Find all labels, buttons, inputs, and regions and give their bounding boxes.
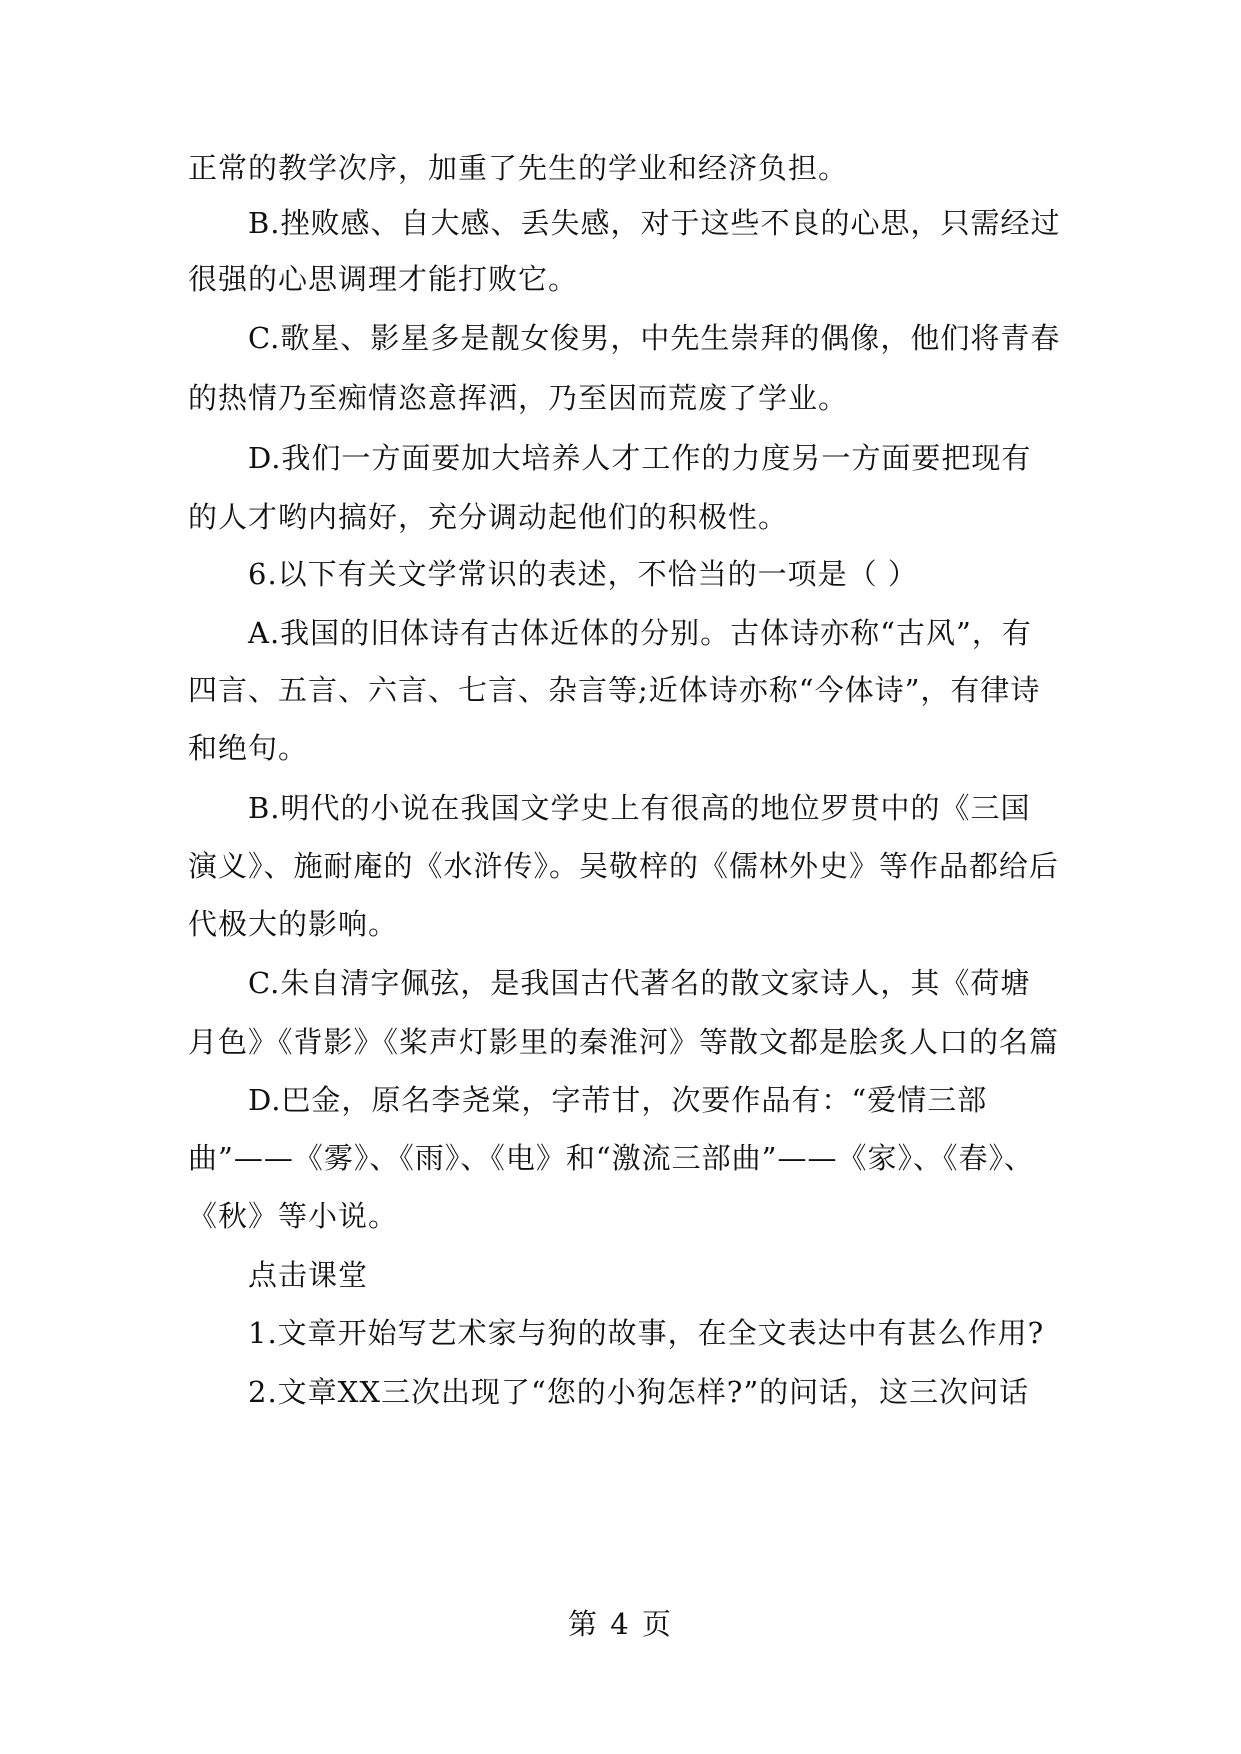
page-number: 第 4 页	[568, 1607, 673, 1641]
text-line-14: 代极大的影响。	[188, 907, 399, 941]
text-line-9: A.我国的旧体诗有古体近体的分别。古体诗亦称“古风”，有	[248, 616, 1032, 650]
text-line-12: B.明代的小说在我国文学史上有很高的地位罗贯中的《三国	[248, 791, 1031, 825]
text-line-8: 6.以下有关文学常识的表述，不恰当的一项是（ ）	[248, 557, 918, 591]
text-line-11: 和绝句。	[188, 731, 309, 765]
text-line-1: 正常的教学次序，加重了先生的学业和经济负担。	[188, 151, 849, 185]
text-line-2: B.挫败感、自大感、丢失感，对于这些不良的心思，只需经过	[248, 206, 1061, 240]
text-line-21: 1.文章开始写艺术家与狗的故事，在全文表达中有甚么作用?	[248, 1316, 1045, 1350]
text-line-15: C.朱自清字佩弦，是我国古代著名的散文家诗人，其《荷塘	[248, 966, 1031, 1000]
text-line-6: D.我们一方面要加大培养人才工作的力度另一方面要把现有	[248, 441, 1032, 475]
text-line-13: 演义》、施耐庵的《水浒传》。吴敬梓的《儒林外史》等作品都给后	[188, 849, 1060, 883]
text-line-5: 的热情乃至痴情恣意挥洒，乃至因而荒废了学业。	[188, 381, 849, 415]
text-line-7: 的人才哟内搞好，充分调动起他们的积极性。	[188, 500, 789, 534]
section-heading: 点击课堂	[248, 1258, 369, 1292]
text-line-3: 很强的心思调理才能打败它。	[188, 262, 579, 296]
text-line-17: D.巴金，原名李尧棠，字芾甘，次要作品有：“爱情三部	[248, 1083, 988, 1117]
text-line-22: 2.文章XX三次出现了“您的小狗怎样?”的问话，这三次问话	[248, 1375, 1030, 1409]
text-line-4: C.歌星、影星多是靓女俊男，中先生崇拜的偶像，他们将青春	[248, 321, 1061, 355]
text-line-10: 四言、五言、六言、七言、杂言等;近体诗亦称“今体诗”，有律诗	[188, 673, 1041, 707]
text-line-19: 《秋》等小说。	[188, 1199, 399, 1233]
text-line-16: 月色》《背影》《桨声灯影里的秦淮河》等散文都是脍炙人口的名篇	[188, 1025, 1060, 1059]
text-line-18: 曲”——《雾》、《雨》、《电》和“激流三部曲”——《家》、《春》、	[188, 1141, 1034, 1175]
